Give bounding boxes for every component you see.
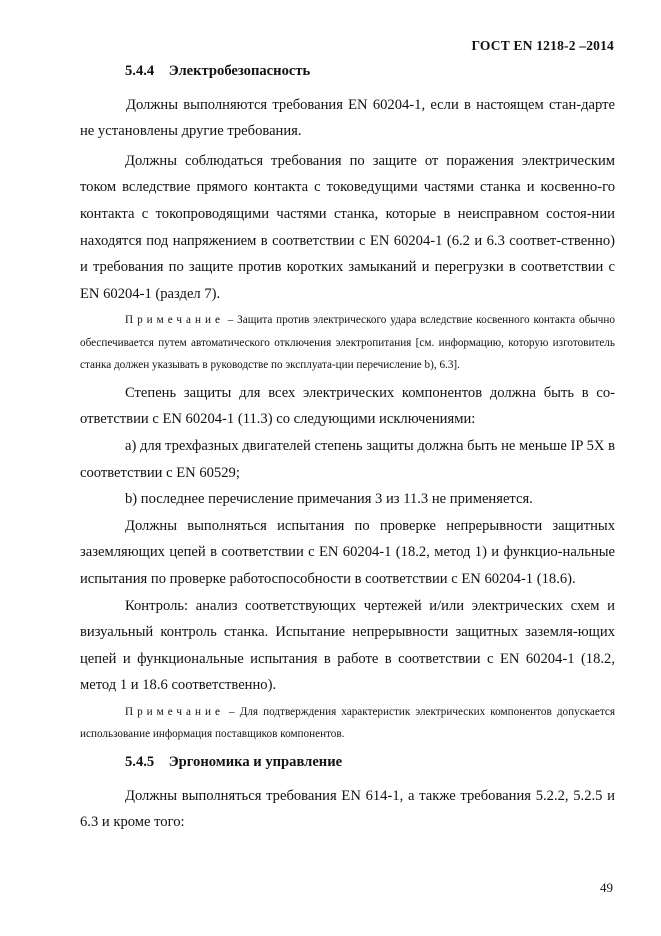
paragraph: Степень защиты для всех электрических компонентов должна быть в со-ответствии с EN 60204-1 (11.3) со следующими исключениями: [80,384,615,428]
list-item-b: b) последнее перечисление примечания 3 из 11.3 не применяется. [125,491,533,508]
page-number: 49 [600,880,613,895]
paragraph: Должны выполняться испытания по проверке непрерывности защитных заземляющих цепей в соответствии с EN 60204-1 (18.2, метод 1) и функцио-нальные испытания по проверке работоспособности в соответствии с EN 60204-1 (18.6). [80,517,615,587]
note [80,309,615,377]
note-text: – Для подтверждения характеристик электрических компонентов допускается использование информация поставщиков компонентов. [80,705,615,741]
note [80,701,615,746]
section-heading-5-4-4: 5.4.4 Электробезопасность [125,63,311,79]
paragraph: Контроль: анализ соответствующих чертежей и/или электрических схем и визуальный контроль станка. Испытание непрерывности защитных заземля-ющих цепей и функциональные испытания в работе в соответствии с EN 60204-1 (18.2, метод 1 и 18.6 соответственно). [80,597,615,694]
section-heading-5-4-5: 5.4.5 Эргономика и управление [125,753,343,770]
paragraph: Должны соблюдаться требования по защите от поражения электрическим током вследствие прямого контакта с токоведущими частями станка и косвенно-го контакта с токопроводящими частями станка, которые в неисправном состоя-нии находятся под напряжением в соответствии с EN 60204-1 (6.2 и 6.3 соответ-ственно) и требования по защите против коротких замыканий и перегрузки в соответствии с EN 60204-1 (раздел 7). [80,152,615,302]
standard-header: ГОСТ EN 1218-2 –2014 [471,38,614,53]
document-body [80,58,615,836]
note-label: Примечание [125,314,224,327]
paragraph: Должны выполняются требования EN 60204-1, если в настоящем стан-дарте не установлены другие требования. [80,96,615,140]
note-label: Примечание [125,705,224,718]
list-item-a: a) для трехфазных двигателей степень защиты должна быть не меньше IP 5X в соответствии с EN 60529; [80,438,616,481]
paragraph: Должны выполняться требования EN 614-1, а также требования 5.2.2, 5.2.5 и 6.3 и кроме того: [80,787,615,831]
note-text: – Защита против электрического удара вследствие косвенного контакта обычно обеспечивается путем автоматического отключения электропитания [см. информацию, которую изготовитель станка должен указывать в руководстве по эксплуата-ции перечисление b), 6.3]. [80,314,615,372]
